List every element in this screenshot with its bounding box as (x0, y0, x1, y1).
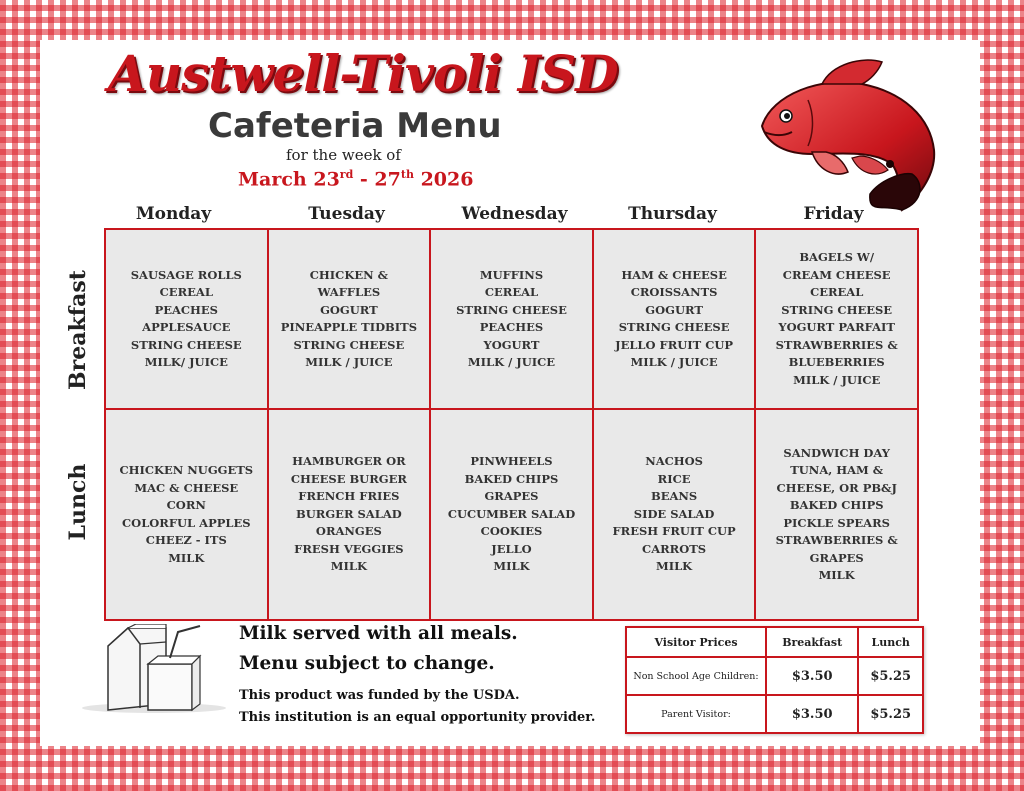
menu-grid (104, 228, 919, 621)
lunch-items: PINWHEELS BAKED CHIPS GRAPES CUCUMBER SALAD COOKIES JELLO MILK (447, 454, 576, 574)
page-title: Cafeteria Menu (208, 106, 502, 146)
row-label-breakfast: Breakfast (65, 270, 91, 390)
milk-carton-juice-box-icon (74, 624, 226, 716)
breakfast-cell-friday (756, 230, 917, 408)
lunch-cell-wednesday (431, 410, 592, 619)
breakfast-items: HAM & CHEESE CROISSANTS GOGURT STRING CHEESE JELLO FRUIT CUP MILK / JUICE (615, 267, 734, 369)
week-dates (238, 168, 473, 190)
row-label-lunch: Lunch (65, 463, 91, 541)
milk-note: Milk served with all meals. (239, 623, 518, 644)
table-header-row (626, 627, 923, 657)
lunch-price: $5.25 (858, 695, 923, 733)
breakfast-items: BAGELS W/ CREAM CHEESE CEREAL STRING CHEESE YOGURT PARFAIT STRAWBERRIES & BLUEBERRIES MILK / JUICE (775, 250, 898, 387)
dates-separator: - 27 (353, 168, 401, 191)
dates-month: March 23 (238, 168, 340, 191)
day-header-wednesday: Wednesday (461, 204, 568, 224)
redfish-icon (752, 54, 940, 218)
row-label: Non School Age Children: (626, 657, 766, 695)
table-row (626, 695, 923, 733)
day-header-monday: Monday (135, 204, 212, 224)
dates-end-suffix: th (400, 168, 414, 181)
header-breakfast: Breakfast (766, 627, 858, 657)
lunch-items: SANDWICH DAY TUNA, HAM & CHEESE, OR PB&J BAKED CHIPS PICKLE SPEARS STRAWBERRIES & GRAPES MILK (775, 445, 898, 582)
breakfast-cell-wednesday (431, 230, 592, 408)
dates-start-suffix: rd (339, 168, 354, 181)
breakfast-cell-thursday (594, 230, 755, 408)
district-title: Austwell-Tivoli ISD (108, 44, 618, 103)
header-lunch: Lunch (858, 627, 923, 657)
breakfast-price: $3.50 (766, 657, 858, 695)
breakfast-items: MUFFINS CEREAL STRING CHEESE PEACHES YOGURT MILK / JUICE (456, 267, 567, 369)
week-of-label: for the week of (286, 146, 401, 164)
breakfast-price: $3.50 (766, 695, 858, 733)
header-visitor-prices: Visitor Prices (626, 627, 766, 657)
day-header-friday: Friday (803, 204, 864, 224)
breakfast-items: SAUSAGE ROLLS CEREAL PEACHES APPLESAUCE STRING CHEESE MILK/ JUICE (130, 267, 242, 369)
usda-note: This product was funded by the USDA. (239, 688, 520, 703)
lunch-cell-tuesday (269, 410, 430, 619)
lunch-items: HAMBURGER OR CHEESE BURGER FRENCH FRIES BURGER SALAD ORANGES FRESH VEGGIES MILK (290, 454, 407, 574)
row-label: Parent Visitor: (626, 695, 766, 733)
lunch-price: $5.25 (858, 657, 923, 695)
breakfast-cell-tuesday (269, 230, 430, 408)
breakfast-cell-monday (106, 230, 267, 408)
change-note: Menu subject to change. (239, 653, 495, 674)
visitor-prices-table (625, 626, 924, 734)
lunch-cell-monday (106, 410, 267, 619)
eop-note: This institution is an equal opportunity provider. (239, 710, 596, 725)
lunch-cell-friday (756, 410, 917, 619)
breakfast-items: CHICKEN & WAFFLES GOGURT PINEAPPLE TIDBITS STRING CHEESE MILK / JUICE (280, 267, 418, 369)
dates-year: 2026 (413, 168, 474, 191)
lunch-items: CHICKEN NUGGETS MAC & CHEESE CORN COLORFUL APPLES CHEEZ - ITS MILK (119, 463, 254, 565)
table-row (626, 657, 923, 695)
lunch-cell-thursday (594, 410, 755, 619)
lunch-items: NACHOS RICE BEANS SIDE SALAD FRESH FRUIT CUP CARROTS MILK (612, 454, 736, 574)
day-header-thursday: Thursday (628, 204, 717, 224)
day-header-tuesday: Tuesday (308, 204, 385, 224)
